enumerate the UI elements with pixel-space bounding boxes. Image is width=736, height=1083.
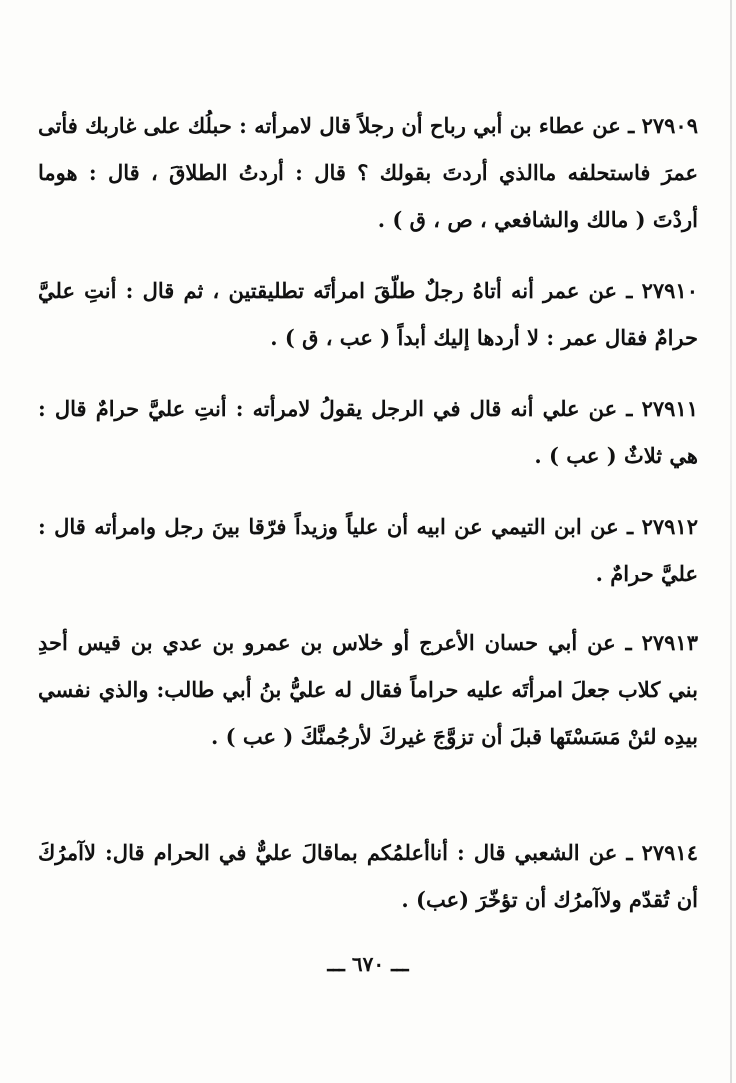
entry-text: ٢٧٩١٠ ـ عن عمر أنه أتاهُ رجلٌ طلّقَ امرأتَه تطليقتين ، ثم قال : أنتِ عليَّ حرامٌ فقال عمر : لا أردها إليك أبداً ( عب ، ق ) . xyxy=(38,278,698,350)
hadith-entry-27910 xyxy=(38,267,698,361)
entry-text: ٢٧٩١٣ ـ عن أبي حسان الأعرج أو خلاس بن عمرو بن عدي بن قيس أحدِ بني كلاب جعلَ امرأتَه عليه حراماً فقال له عليُّ بنُ أبي طالب: والذي نفسي بيدِه لئنْ مَسَسْتَها قبلَ أن تزوَّجَ غيركَ لأرجُمنَّكَ ( عب ) . xyxy=(38,630,698,749)
entry-text: ٢٧٩١٢ ـ عن ابن التيمي عن ابيه أن علياً وزيداً فرّقا بينَ رجل وامرأته قال : عليَّ حرامٌ . xyxy=(38,514,698,586)
entry-text: ٢٧٩٠٩ ـ عن عطاء بن أبي رباح أن رجلاً قال لامرأته : حبلُك على غاربك فأتى عمرَ فاستحلفه ماالذي أردتَ بقولك ؟ قال : أردتُ الطلاقَ ، قال : هوما أردْتَ ( مالك والشافعي ، ص ، ق ) . xyxy=(38,113,698,232)
hadith-entry-27912 xyxy=(38,503,698,597)
hadith-entry-27909 xyxy=(38,102,698,243)
page-edge-shadow xyxy=(730,0,732,1083)
page-number: ـــ ٦٧٠ ـــ xyxy=(327,952,409,976)
hadith-entry-27914 xyxy=(38,829,698,923)
hadith-entry-27913 xyxy=(38,619,698,760)
entry-text: ٢٧٩١١ ـ عن علي أنه قال في الرجل يقولُ لامرأته : أنتِ عليَّ حرامٌ قال : هي ثلاثٌ ( عب ) . xyxy=(38,396,698,468)
entry-text: ٢٧٩١٤ ـ عن الشعبي قال : أناأعلمُكم بماقالَ عليٌّ في الحرام قال: لاآمرُكَ أن تُقدّم ولاآمرُك أن تؤخّرَ (عب) . xyxy=(38,840,698,912)
hadith-entry-27911 xyxy=(38,385,698,479)
